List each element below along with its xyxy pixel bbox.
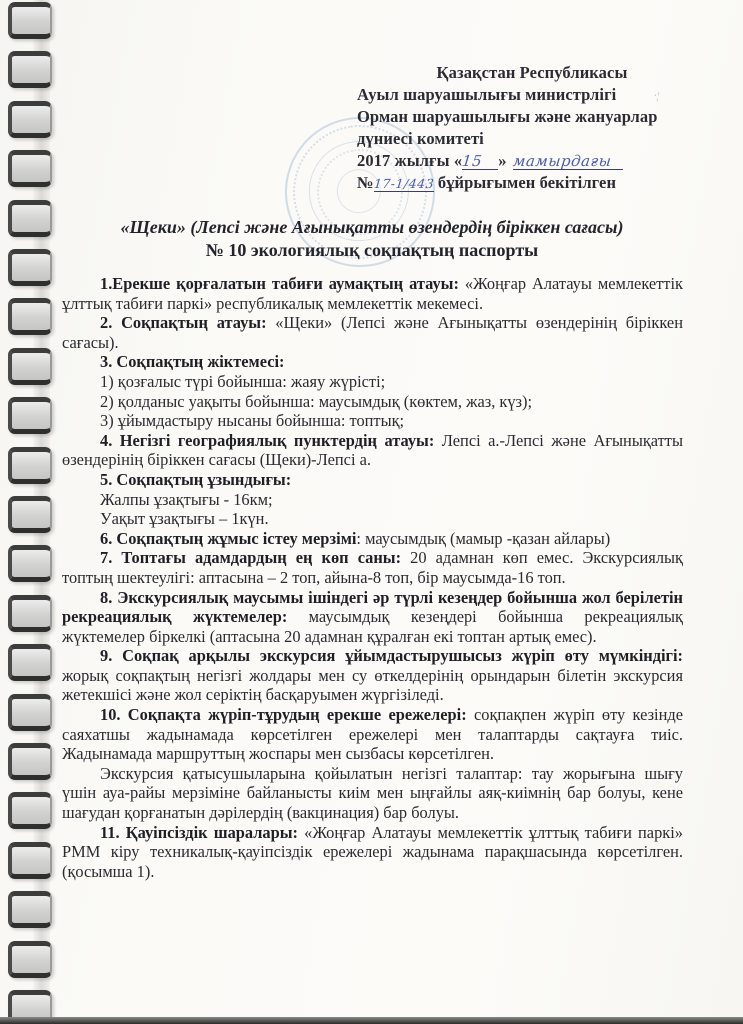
section-text: : маусымдық (мамыр -қазан айлары) [356, 528, 611, 548]
header-order-line [357, 172, 707, 194]
order-prefix: № [357, 173, 374, 192]
section-list-item: Уақыт ұзақтығы – 1күн. [100, 509, 269, 529]
header-committee-line1: Орман шаруашылығы және жануарлар [357, 107, 658, 126]
section-heading: 4. Негізгі географиялық пунктердің атауы: [100, 430, 435, 450]
document-paragraph [62, 313, 683, 352]
binding-tooth [8, 595, 52, 632]
binding-tooth [8, 2, 52, 39]
document-paragraph [62, 764, 683, 823]
binding-tooth [8, 694, 52, 731]
section-heading: 2. Соқпақтың атауы: [100, 313, 267, 333]
order-number-underline [374, 175, 434, 192]
section-list-item: 2) қолданыс уақыты бойынша: маусымдық (көктем, жаз, күз); [100, 391, 533, 411]
section-heading: 11. Қауіпсіздік шаралары: [100, 822, 298, 842]
section-text: Лепсі а.-Лепсі және Ағынықатты өзендерінің біріккен сағасы (Щеки)-Лепсі а. [62, 430, 683, 470]
binding-tooth [8, 891, 52, 928]
binding-tooth [8, 101, 52, 138]
binding-tooth [8, 249, 52, 286]
binding-tooth [8, 644, 52, 681]
document-paragraph [62, 431, 683, 470]
pencil-mark: ·¦ [652, 89, 661, 103]
handwritten-order-number: 17-1/443 [372, 176, 435, 191]
date-month-underline [513, 153, 623, 170]
binding-tooth [8, 447, 52, 484]
binding-tooth [8, 792, 52, 829]
section-text: «Жоңғар Алатауы мемлекеттік ұлттық табиғи паркі» РММ кіру техникалық-қауіпсіздік ережелері жадынама парақшасында көрсетілген. (қосымша 1). [62, 822, 683, 881]
section-list-item: Жалпы ұзақтығы - 16км; [100, 489, 273, 509]
title-trail-name: «Щеки» (Лепсі және Ағынықатты өзендердің біріккен сағасы) [120, 217, 624, 237]
approval-header [357, 62, 707, 194]
binding-tooth [8, 496, 52, 533]
scan-bottom-edge [0, 1017, 743, 1024]
header-country: Қазақстан Республикасы [436, 63, 628, 82]
document-paragraph [62, 588, 683, 647]
binding-tooth [8, 51, 52, 88]
binding-tooth [8, 150, 52, 187]
document-paragraph [62, 548, 683, 587]
section-text: жорық соқпақтың негізгі жолдары мен су өткелдерінің орындарын білетін экскурсия жетекшісі және жол серіктің басқаруымен жүргізіледі. [62, 665, 683, 705]
section-text: 20 адамнан көп емес. Экскурсиялық топтың шектеулігі: аптасына – 2 топ, айына-8 топ, бір маусымда-16 топ. [62, 548, 683, 587]
header-committee-line2: дүниесі комитеті [357, 129, 484, 148]
section-heading: 6. Соқпақтың жұмыс істеу мерзімі [100, 528, 357, 548]
section-heading: 3. Соқпақтың жіктемесі: [100, 352, 285, 372]
binding-tooth [8, 298, 52, 335]
document-title [60, 216, 684, 262]
section-heading: 1.Ерекше қорғалатын табиғи аумақтың атауы: [100, 274, 459, 293]
binding-tooth [8, 200, 52, 237]
handwritten-month: мамырдағы [511, 152, 612, 170]
section-heading: 10. Соқпақта жүріп-тұрудың ерекше ережелері: [100, 705, 467, 725]
section-text: маусымдық кезеңдері бойынша рекреациялық жүктемелер біркелкі (аптасына 20 адамнан құралған екі топтан артық емес). [62, 607, 683, 646]
handwritten-day: 15 [461, 152, 484, 170]
section-text: соқпақпен жүріп өту кезінде саяхатшы жадынамада көрсетілген ережелері мен талаптарды сақтауға тиіс. Жадынамада маршруттың жоспары мен сызбасы көрсетілген. [62, 705, 683, 764]
document-paragraph [62, 470, 683, 490]
section-heading: 8. Экскурсиялық маусымы ішіндегі әр түрлі кезеңдер бойынша жол берілетін рекреациялық жүктемелер: [62, 587, 683, 627]
section-list-item: 1) қозғалыс түрі бойынша: жаяу жүрісті; [100, 371, 386, 391]
section-text: «Щеки» (Лепсі және Ағынықатты өзендерінің біріккен сағасы). [62, 313, 683, 352]
section-heading: 9. Соқпақ арқылы экскурсия ұйымдастырушысыз жүріп өту мүмкіндігі: [100, 646, 683, 666]
title-passport-number: № 10 экологиялық соқпақтың паспорты [205, 240, 539, 260]
section-list-item: 3) ұйымдастыру нысаны бойынша: топтық; [100, 411, 405, 431]
document-paragraph [62, 705, 683, 764]
section-text: Экскурсия қатысушыларына қойылатын негізгі талаптар: тау жорығына шығу үшін ауа-райы мерзіміне байланысты киім мен ыңғайлы аяқ-киімнің бар болуы, кене шағудан қорғанатын дәрілердің (вакцинация) бар болуы. [62, 763, 683, 823]
document-paragraph [62, 646, 683, 705]
header-ministry: Ауыл шаруашылығы министрлігі [357, 85, 617, 104]
section-text: «Жоңғар Алатауы мемлекеттік ұлттық табиғи паркі» республикалық мемлекеттік мекемесі. [62, 274, 683, 313]
binding-tooth [8, 348, 52, 385]
section-heading: 7. Топтағы адамдардың ең көп саны: [100, 548, 402, 568]
document-paragraph [62, 274, 683, 313]
binding-tooth [8, 397, 52, 434]
document-body [62, 274, 683, 881]
binding-tooth [8, 941, 52, 978]
document-paragraph [62, 352, 683, 372]
binding-tooth [8, 842, 52, 879]
document-paragraph [62, 823, 683, 882]
header-date-line [357, 150, 707, 172]
date-close-quote: » [498, 151, 507, 170]
document-paragraph [62, 529, 683, 549]
date-day-underline [462, 153, 498, 170]
section-heading: 5. Соқпақтың ұзындығы: [100, 469, 292, 489]
comb-binding [0, 0, 60, 1024]
binding-tooth [8, 545, 52, 582]
order-suffix: бұйрығымен бекітілген [437, 173, 617, 192]
binding-tooth [8, 743, 52, 780]
date-prefix: 2017 жылғы « [357, 151, 463, 170]
